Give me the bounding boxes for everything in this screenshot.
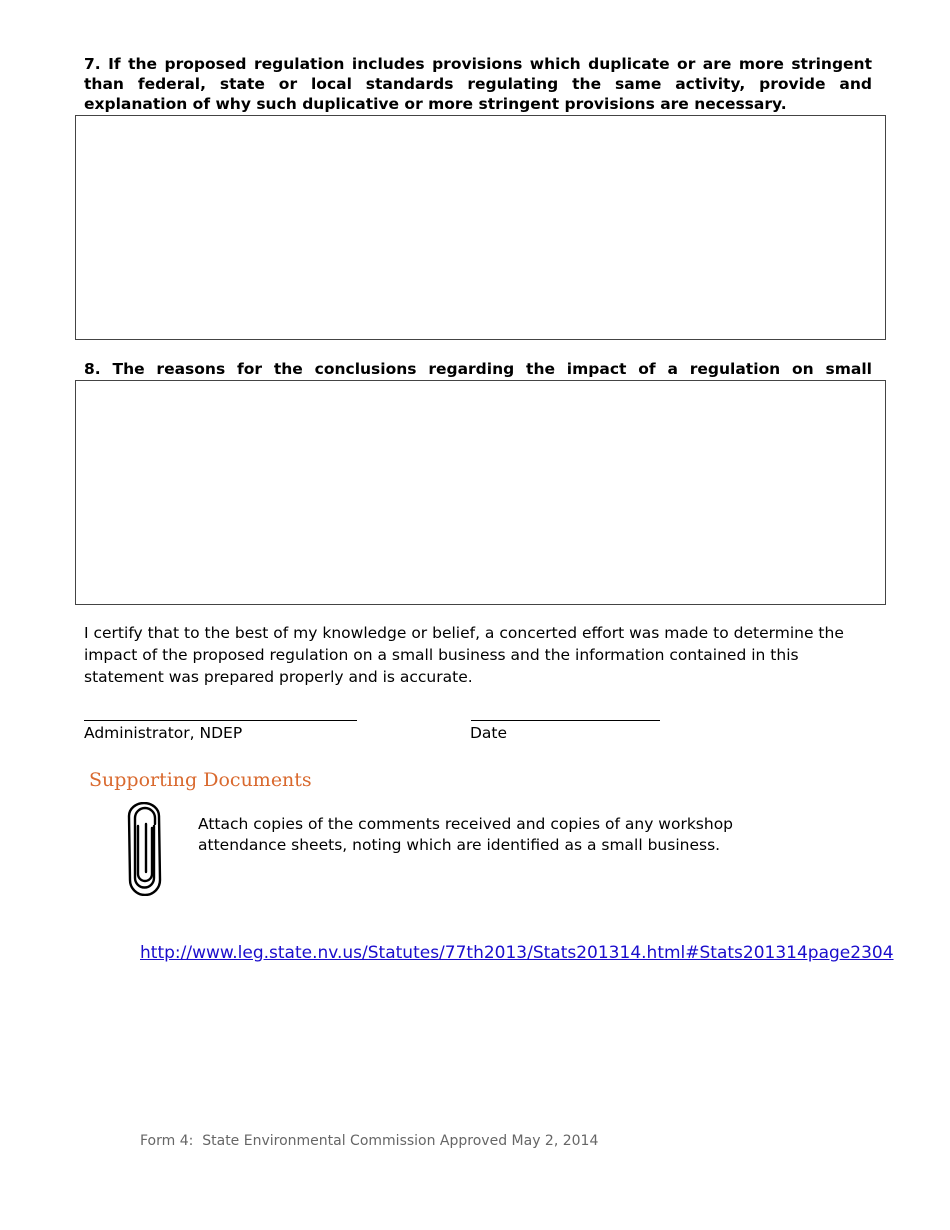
date-line[interactable] (471, 720, 660, 721)
date-label: Date (470, 724, 508, 742)
q8-answer-box[interactable] (75, 380, 886, 605)
attach-instructions: Attach copies of the comments received and copies of any workshop attendance sheets, noting which are identified as a small business. (198, 815, 734, 854)
supporting-documents-title: Supporting Documents (89, 769, 312, 791)
signature-label: Administrator, NDEP (84, 724, 243, 742)
paperclip-icon (126, 802, 164, 896)
q7-answer-box[interactable] (75, 115, 886, 340)
signature-line[interactable] (84, 720, 357, 721)
statute-link[interactable]: http://www.leg.state.nv.us/Statutes/77th2013/Stats201314.html#Stats201314page2304 (140, 943, 894, 963)
q7-heading: 7. If the proposed regulation includes provisions which duplicate or are more stringent than federal, state or local standards regulating the same activity, provide and explanation of why such duplicative or more stringent provisions are necessary. (84, 55, 872, 113)
certification-statement: I certify that to the best of my knowledge or belief, a concerted effort was made to determine the impact of the proposed regulation on a small business and the information contained in this statement was prepared properly and is accurate. (84, 624, 844, 686)
q8-heading: 8. The reasons for the conclusions regarding the impact of a regulation on small (84, 360, 872, 378)
form-footer: Form 4: State Environmental Commission Approved May 2, 2014 (140, 1133, 599, 1149)
